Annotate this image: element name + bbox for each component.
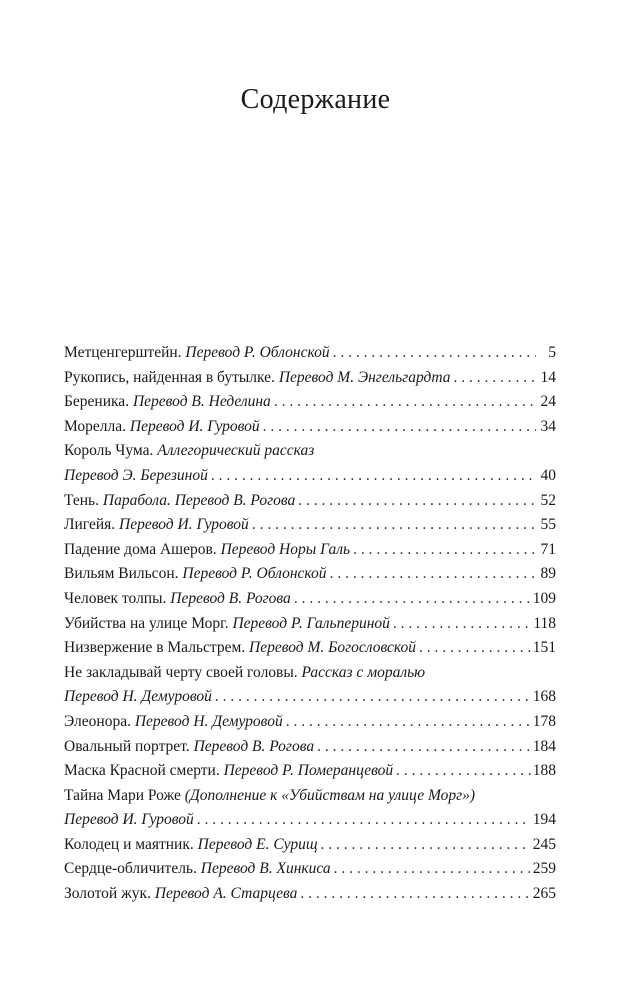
toc-entry — [64, 538, 556, 563]
entry-translator: Перевод И. Гуровой — [129, 417, 260, 435]
entry-title: Колодец и маятник. — [64, 835, 194, 853]
dot-leader — [453, 366, 536, 391]
entry-title: Рукопись, найденная в бутылке. — [64, 368, 275, 386]
dot-leader — [330, 562, 536, 587]
toc-entry-line — [64, 784, 556, 809]
entry-translator: Перевод Е. Сурищ — [197, 835, 318, 853]
entry-title: Маска Красной смерти. — [64, 762, 220, 780]
toc-entry — [64, 882, 556, 907]
toc-entry-line — [64, 612, 556, 637]
dot-leader — [294, 587, 531, 612]
toc-entry-line — [64, 710, 556, 735]
entry-translator: Перевод Р. Померанцевой — [223, 762, 394, 780]
entry-title: Не закладывай черту своей головы. — [64, 663, 298, 681]
toc-entry-line — [64, 857, 556, 882]
toc-entry — [64, 513, 556, 538]
page-number: 168 — [532, 688, 556, 706]
toc-entry — [64, 341, 556, 366]
toc-entry-line — [64, 587, 556, 612]
page-number: 188 — [532, 762, 556, 780]
entry-title: Тайна Мари Роже — [64, 786, 181, 804]
entry-translator: Перевод М. Энгельгардта — [278, 368, 451, 386]
dot-leader — [317, 735, 531, 760]
dot-leader — [419, 636, 531, 661]
toc-entry-line — [64, 661, 556, 686]
toc-entry-line — [64, 489, 556, 514]
toc-entry-line — [64, 538, 556, 563]
entry-title: Убийства на улице Морг. — [64, 614, 229, 632]
entry-translator: Перевод А. Старцева — [154, 885, 298, 903]
toc-entry-line — [64, 390, 556, 415]
entry-translator: Перевод Н. Демуровой — [134, 712, 283, 730]
entry-translator: Парабола. Перевод В. Рогова — [102, 491, 296, 509]
toc-entry-line — [64, 685, 556, 710]
page-title: Содержание — [240, 84, 391, 115]
toc-entry — [64, 390, 556, 415]
dot-leader — [396, 759, 531, 784]
page-number: 245 — [532, 835, 556, 853]
page-number: 55 — [540, 516, 556, 534]
page-number: 109 — [532, 589, 556, 607]
page-number: 89 — [540, 565, 556, 583]
toc-entry-line — [64, 513, 556, 538]
entry-title: Золотой жук. — [64, 885, 151, 903]
entry-subtitle: (Дополнение к «Убийствам на улице Морг») — [184, 786, 476, 804]
toc-entry-line — [64, 439, 556, 464]
entry-title: Вильям Вильсон. — [64, 565, 179, 583]
toc-entry-line — [64, 759, 556, 784]
dot-leader — [393, 612, 531, 637]
entry-translator: Перевод Р. Облонской — [185, 344, 330, 361]
toc-entry-line — [64, 636, 556, 661]
entry-title: Падение дома Ашеров. — [64, 540, 217, 558]
entry-translator: Перевод Р. Гальпериной — [232, 614, 390, 632]
entry-translator: Перевод В. Неделина — [132, 393, 271, 411]
dot-leader — [274, 390, 536, 415]
dot-leader — [197, 808, 531, 833]
toc-entry — [64, 612, 556, 637]
toc-entry — [64, 710, 556, 735]
dot-leader — [333, 341, 536, 366]
toc-entry — [64, 562, 556, 587]
toc-entry — [64, 489, 556, 514]
toc-entry — [64, 735, 556, 760]
page-number: 194 — [532, 811, 556, 829]
entry-title: Лигейя. — [64, 516, 116, 534]
entry-translator: Перевод И. Гуровой — [119, 516, 249, 534]
toc-entry — [64, 415, 556, 440]
entry-subtitle: Рассказ с моралью — [301, 663, 426, 681]
toc-entry-line — [64, 464, 556, 489]
entry-title: Низвержение в Мальстрем. — [64, 639, 246, 657]
entry-title: Король Чума. — [64, 442, 154, 460]
entry-title: Береника. — [64, 393, 130, 411]
toc-entry — [64, 661, 556, 710]
page-number: 184 — [532, 737, 556, 755]
dot-leader — [334, 857, 531, 882]
dot-leader — [286, 710, 531, 735]
entry-subtitle: Аллегорический рассказ — [157, 442, 315, 460]
toc-entry — [64, 439, 556, 488]
toc-entry — [64, 366, 556, 391]
entry-translator: Перевод Норы Галь — [220, 540, 351, 558]
dot-leader — [353, 538, 536, 563]
toc-entry-line — [64, 341, 556, 366]
toc-entry — [64, 759, 556, 784]
entry-translator: Перевод Р. Облонской — [182, 565, 327, 583]
dot-leader — [252, 513, 536, 538]
entry-title: Овальный портрет. — [64, 737, 190, 755]
dot-leader — [263, 415, 536, 440]
entry-title: Человек толпы. — [64, 589, 167, 607]
entry-title: Сердце-обличитель. — [64, 860, 197, 878]
entry-translator: Перевод В. Рогова — [193, 737, 315, 755]
page-number: 5 — [548, 344, 556, 361]
entry-title: Элеонора. — [64, 712, 131, 730]
dot-leader — [298, 489, 536, 514]
toc-entry-line — [64, 366, 556, 391]
toc-entry-line — [64, 882, 556, 907]
table-of-contents — [64, 341, 556, 907]
entry-translator: Перевод В. Рогова — [170, 589, 291, 607]
page-number: 14 — [540, 368, 556, 386]
entry-translator: Перевод В. Хинкиса — [200, 860, 331, 878]
toc-entry — [64, 833, 556, 858]
dot-leader — [215, 685, 531, 710]
toc-entry-line — [64, 808, 556, 833]
entry-translator: Перевод Н. Демуровой — [64, 688, 212, 706]
dot-leader — [211, 464, 536, 489]
page-number: 71 — [540, 540, 556, 558]
entry-translator: Перевод М. Богословской — [249, 639, 417, 657]
page-number: 52 — [540, 491, 556, 509]
page-number: 118 — [533, 614, 556, 632]
toc-entry — [64, 857, 556, 882]
toc-entry-line — [64, 735, 556, 760]
page-number: 24 — [540, 393, 556, 411]
toc-entry-line — [64, 562, 556, 587]
entry-title: Метценгерштейн. — [64, 344, 182, 361]
entry-title: Тень. — [64, 491, 99, 509]
toc-entry — [64, 784, 556, 833]
entry-title: Морелла. — [64, 417, 126, 435]
page-number: 259 — [532, 860, 556, 878]
entry-translator: Перевод И. Гуровой — [64, 811, 194, 829]
entry-translator: Перевод Э. Березиной — [64, 466, 208, 484]
page-number: 34 — [540, 417, 556, 435]
page-number: 151 — [532, 639, 556, 657]
toc-entry-line — [64, 833, 556, 858]
page-number: 40 — [540, 466, 556, 484]
page-number: 265 — [532, 885, 556, 903]
page-number: 178 — [532, 712, 556, 730]
dot-leader — [321, 833, 531, 858]
toc-entry — [64, 587, 556, 612]
toc-entry — [64, 636, 556, 661]
toc-entry-line — [64, 415, 556, 440]
dot-leader — [300, 882, 530, 907]
